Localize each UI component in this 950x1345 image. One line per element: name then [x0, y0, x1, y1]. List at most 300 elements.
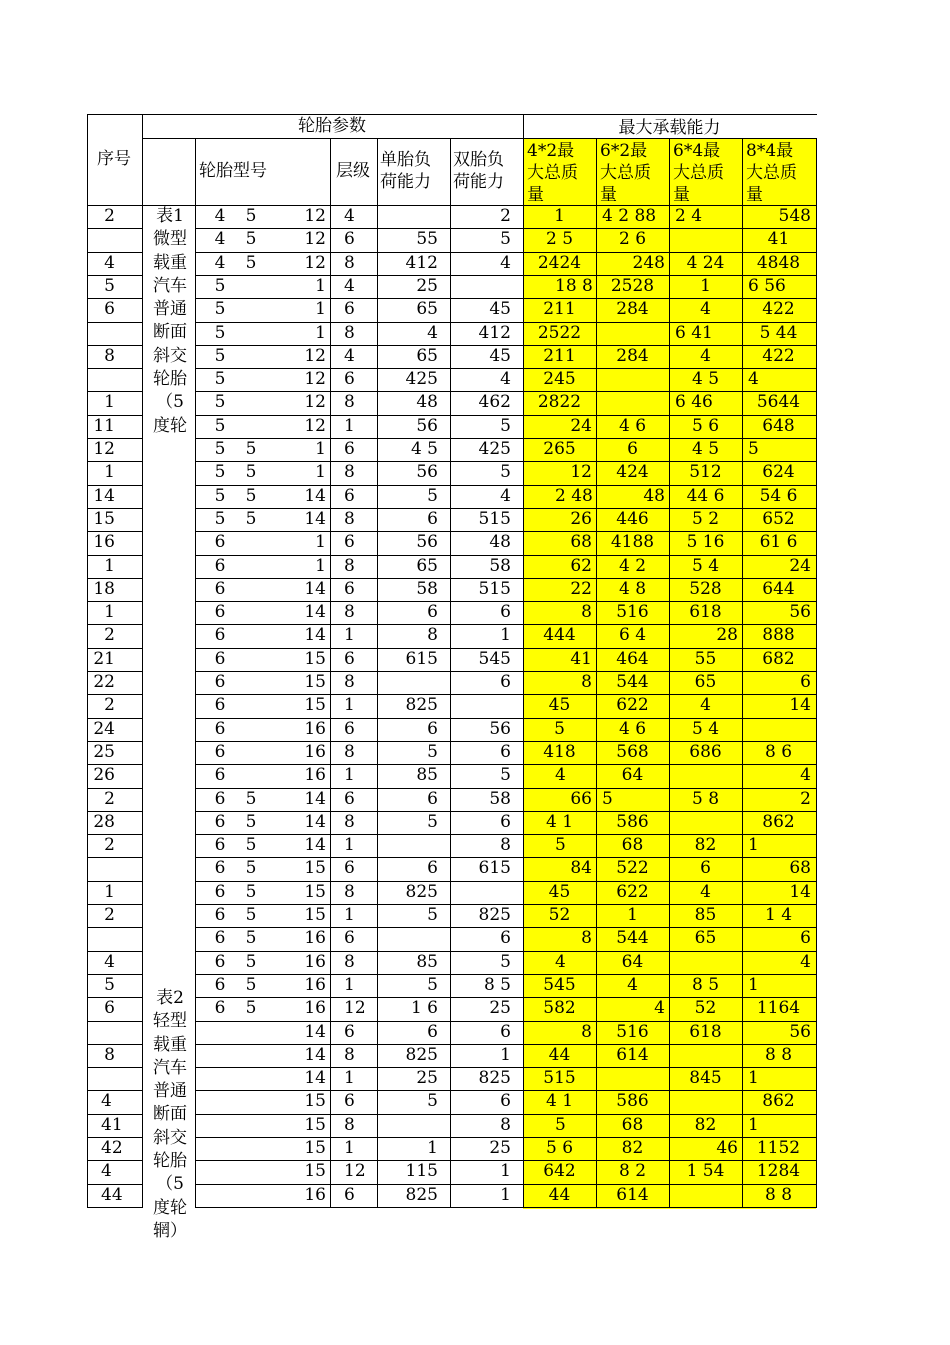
cap-4x2-cell: 22	[570, 579, 592, 599]
grid-hline	[195, 1207, 817, 1208]
seq-cell: 16	[93, 532, 115, 552]
tire-model-b: 5	[245, 905, 257, 925]
dual-load-cell: 545	[478, 649, 511, 669]
grid-hline	[195, 252, 817, 253]
cap-6x2-cell: 4 2	[618, 556, 647, 576]
dual-load-cell: 56	[489, 719, 511, 739]
cap-8x4-cell: 41	[767, 229, 790, 249]
grid-hline	[87, 624, 143, 625]
cap-6x2-cell: 544	[616, 928, 649, 948]
dual-load-cell: 4	[500, 486, 511, 506]
grid-vline	[669, 138, 670, 1208]
single-load-cell: 615	[405, 649, 438, 669]
tire-model-c: 14	[304, 509, 326, 529]
ply-cell: 8	[344, 1045, 355, 1065]
cap-4x2-cell: 2 5	[545, 229, 574, 249]
grid-hline	[87, 415, 143, 416]
tire-model-b: 5	[245, 486, 257, 506]
dual-load-cell: 6	[500, 928, 511, 948]
seq-cell: 1	[104, 556, 115, 576]
cap-8x4-cell: 1	[748, 1068, 759, 1088]
cap-4x2-cell: 8	[581, 672, 592, 692]
seq-cell: 4	[101, 1091, 112, 1111]
cap-4x2-cell: 44	[548, 1185, 571, 1205]
cap-4x2-cell: 24	[570, 416, 592, 436]
cap-4x2-cell: 8	[581, 1022, 592, 1042]
header-4x2: 4*2最 大总质 量	[527, 141, 578, 204]
ply-cell: 8	[344, 509, 355, 529]
seq-cell: 24	[93, 719, 115, 739]
tire-model-a: 6	[214, 998, 226, 1018]
ply-cell: 6	[344, 719, 355, 739]
grid-hline	[87, 881, 143, 882]
tire-model-c: 15	[304, 905, 326, 925]
cap-4x2-cell: 4 1	[545, 1091, 574, 1111]
header-seq: 序号	[97, 149, 131, 169]
cap-6x2-cell: 622	[616, 695, 649, 715]
cap-6x4-cell: 65	[694, 928, 717, 948]
seq-cell: 25	[93, 742, 115, 762]
tire-model-c: 16	[304, 742, 326, 762]
single-load-cell: 5	[427, 905, 438, 925]
cap-4x2-cell: 62	[570, 556, 592, 576]
single-load-cell: 56	[416, 532, 438, 552]
cap-4x2-cell: 8	[581, 928, 592, 948]
single-load-cell: 5	[427, 1091, 438, 1111]
cap-6x2-cell: 8 2	[618, 1161, 647, 1181]
ply-cell: 1	[344, 625, 355, 645]
cap-8x4-cell: 6	[800, 672, 811, 692]
grid-hline	[87, 252, 143, 253]
single-load-cell: 56	[416, 416, 438, 436]
cap-6x2-cell: 568	[616, 742, 649, 762]
tire-model-c: 12	[304, 416, 326, 436]
dual-load-cell: 1	[500, 1185, 511, 1205]
cap-4x2-cell: 2 48	[555, 486, 593, 506]
cap-6x2-cell: 446	[616, 509, 649, 529]
tire-model-a: 6	[214, 952, 226, 972]
cap-4x2-cell: 45	[548, 695, 571, 715]
dual-load-cell: 1	[500, 1161, 511, 1181]
cap-6x4-cell: 46	[716, 1138, 738, 1158]
seq-cell: 44	[101, 1185, 123, 1205]
single-load-cell: 65	[416, 299, 438, 319]
single-load-cell: 65	[416, 556, 438, 576]
tire-model-a: 5	[214, 346, 226, 366]
tire-model-c: 15	[304, 1138, 326, 1158]
grid-hline	[87, 951, 143, 952]
tire-model-b: 5	[245, 928, 257, 948]
dual-load-cell: 2	[500, 206, 511, 226]
tire-model-c: 15	[304, 1091, 326, 1111]
grid-hline	[195, 1114, 817, 1115]
cap-8x4-cell: 4	[800, 765, 811, 785]
cap-6x2-cell: 464	[616, 649, 649, 669]
tire-model-c: 12	[304, 253, 326, 273]
seq-cell: 12	[93, 439, 115, 459]
ply-cell: 4	[344, 276, 355, 296]
grid-hline	[87, 275, 143, 276]
cap-6x2-cell: 284	[616, 299, 649, 319]
grid-hline	[87, 601, 143, 602]
seq-cell: 8	[104, 1045, 115, 1065]
tire-model-c: 12	[304, 392, 326, 412]
seq-cell: 5	[104, 276, 115, 296]
tire-model-c: 1	[315, 276, 326, 296]
cap-6x2-cell: 4 8	[618, 579, 647, 599]
grid-hline	[87, 648, 143, 649]
grid-hline	[195, 368, 817, 369]
header-dual-load: 双胎负 荷能力	[453, 150, 504, 192]
tire-model-c: 16	[304, 998, 326, 1018]
tire-model-b: 5	[245, 509, 257, 529]
grid-hline	[87, 1207, 143, 1208]
grid-hline	[87, 461, 143, 462]
cap-8x4-cell: 1	[748, 975, 759, 995]
cap-4x2-cell: 8	[581, 602, 592, 622]
dual-load-cell: 825	[478, 905, 511, 925]
grid-hline	[195, 531, 817, 532]
tire-model-c: 1	[315, 462, 326, 482]
grid-hline	[195, 461, 817, 462]
cap-8x4-cell: 6 56	[748, 276, 786, 296]
tire-model-c: 14	[304, 625, 326, 645]
ply-cell: 1	[344, 905, 355, 925]
grid-hline	[87, 788, 143, 789]
tire-model-c: 16	[304, 719, 326, 739]
cap-4x2-cell: 18 8	[555, 276, 593, 296]
single-load-cell: 8	[427, 625, 438, 645]
single-load-cell: 5	[427, 975, 438, 995]
grid-vline	[523, 114, 524, 1208]
header-ply: 层级	[336, 161, 370, 181]
cap-6x4-cell: 4	[700, 346, 711, 366]
cap-6x2-cell: 248	[632, 253, 665, 273]
ply-cell: 6	[344, 369, 355, 389]
grid-vline	[87, 114, 88, 1208]
single-load-cell: 58	[416, 579, 438, 599]
grid-hline	[195, 741, 817, 742]
seq-cell: 6	[104, 998, 115, 1018]
cap-6x4-cell: 44 6	[686, 486, 725, 506]
seq-cell: 4	[104, 952, 115, 972]
cap-6x4-cell: 5 4	[691, 719, 720, 739]
grid-vline	[816, 138, 817, 1208]
cap-4x2-cell: 444	[543, 625, 576, 645]
seq-cell: 11	[93, 416, 115, 436]
ply-cell: 8	[344, 1115, 355, 1135]
cap-8x4-cell: 4	[748, 369, 759, 389]
tire-model-c: 14	[304, 486, 326, 506]
ply-cell: 8	[344, 602, 355, 622]
seq-cell: 4	[101, 1161, 112, 1181]
tire-model-c: 12	[304, 229, 326, 249]
tire-model-b: 5	[245, 882, 257, 902]
grid-hline	[195, 228, 817, 229]
tire-model-a: 6	[214, 882, 226, 902]
single-load-cell: 5	[427, 812, 438, 832]
grid-hline	[87, 485, 143, 486]
grid-hline	[87, 927, 143, 928]
seq-cell: 42	[101, 1138, 123, 1158]
tire-model-c: 15	[304, 882, 326, 902]
dual-load-cell: 515	[478, 579, 511, 599]
tire-model-c: 14	[304, 1045, 326, 1065]
cap-6x2-cell: 6	[627, 439, 638, 459]
cap-4x2-cell: 2822	[537, 392, 582, 412]
dual-load-cell: 8 5	[483, 975, 511, 995]
ply-cell: 12	[344, 1161, 366, 1181]
grid-hline	[87, 438, 143, 439]
dual-load-cell: 8	[500, 1115, 511, 1135]
cap-8x4-cell: 8 8	[764, 1185, 793, 1205]
single-load-cell: 6	[427, 602, 438, 622]
tire-model-a: 4	[214, 229, 226, 249]
cap-6x2-cell: 284	[616, 346, 649, 366]
cap-6x4-cell: 512	[689, 462, 722, 482]
tire-model-c: 16	[304, 975, 326, 995]
grid-hline	[87, 671, 143, 672]
cap-6x4-cell: 686	[689, 742, 722, 762]
ply-cell: 6	[344, 229, 355, 249]
tire-model-b: 5	[245, 789, 257, 809]
tire-model-c: 1	[315, 532, 326, 552]
grid-hline	[195, 1184, 817, 1185]
cap-4x2-cell: 84	[570, 858, 592, 878]
header-6x2: 6*2最 大总质 量	[600, 141, 651, 204]
cap-6x4-cell: 28	[716, 625, 738, 645]
single-load-cell: 825	[405, 1045, 438, 1065]
ply-cell: 8	[344, 462, 355, 482]
cap-8x4-cell: 422	[762, 299, 795, 319]
cap-8x4-cell: 61 6	[759, 532, 798, 552]
grid-hline	[195, 391, 817, 392]
tire-model-a: 6	[214, 556, 226, 576]
tire-model-a: 6	[214, 742, 226, 762]
dual-load-cell: 6	[500, 812, 511, 832]
seq-cell: 2	[104, 695, 115, 715]
header-tire-model: 轮胎型号	[199, 161, 267, 181]
cap-6x4-cell: 4 24	[686, 253, 725, 273]
cap-8x4-cell: 1152	[756, 1138, 801, 1158]
grid-hline	[87, 298, 143, 299]
grid-hline	[87, 228, 143, 229]
cap-4x2-cell: 4 1	[545, 812, 574, 832]
ply-cell: 8	[344, 952, 355, 972]
dual-load-cell: 5	[500, 229, 511, 249]
single-load-cell: 115	[405, 1161, 438, 1181]
dual-load-cell: 462	[478, 392, 511, 412]
dual-load-cell: 1	[500, 625, 511, 645]
cap-6x2-cell: 586	[616, 812, 649, 832]
tire-model-a: 5	[214, 416, 226, 436]
single-load-cell: 6	[427, 858, 438, 878]
ply-cell: 1	[344, 1138, 355, 1158]
single-load-cell: 6	[427, 719, 438, 739]
tire-model-a: 6	[214, 928, 226, 948]
cap-6x2-cell: 522	[616, 858, 649, 878]
tire-model-c: 1	[315, 299, 326, 319]
seq-cell: 4	[104, 253, 115, 273]
grid-hline	[195, 1137, 817, 1138]
grid-hline	[195, 951, 817, 952]
cap-6x2-cell: 4 6	[618, 719, 647, 739]
cap-4x2-cell: 5	[555, 835, 566, 855]
seq-cell: 22	[93, 672, 115, 692]
dual-load-cell: 58	[489, 789, 511, 809]
cap-6x4-cell: 4	[700, 299, 711, 319]
cap-6x4-cell: 82	[694, 835, 717, 855]
cap-6x4-cell: 2 4	[675, 206, 703, 226]
grid-hline	[87, 1184, 143, 1185]
seq-cell: 2	[104, 905, 115, 925]
cap-8x4-cell: 682	[762, 649, 795, 669]
grid-hline	[87, 345, 143, 346]
grid-hline	[195, 345, 817, 346]
tire-model-a: 6	[214, 975, 226, 995]
dual-load-cell: 45	[489, 299, 511, 319]
tire-model-c: 14	[304, 789, 326, 809]
grid-hline	[195, 904, 817, 905]
cap-8x4-cell: 1	[748, 1115, 759, 1135]
tire-model-a: 6	[214, 532, 226, 552]
tire-model-c: 1	[315, 323, 326, 343]
tire-model-a: 5	[214, 323, 226, 343]
tire-model-c: 12	[304, 206, 326, 226]
grid-hline	[87, 834, 143, 835]
grid-hline	[195, 298, 817, 299]
dual-load-cell: 4	[500, 253, 511, 273]
seq-cell: 14	[93, 486, 115, 506]
tire-model-c: 16	[304, 765, 326, 785]
single-load-cell: 6	[427, 1022, 438, 1042]
tire-model-a: 6	[214, 812, 226, 832]
cap-8x4-cell: 1164	[756, 998, 801, 1018]
dual-load-cell: 8	[500, 835, 511, 855]
tire-model-b: 5	[245, 439, 257, 459]
cap-6x4-cell: 4 5	[691, 369, 720, 389]
cap-6x2-cell: 6 4	[618, 625, 647, 645]
table1-label: 表1 微型 载重 汽车 普通 断面 斜交 轮胎 （5 度轮	[153, 206, 187, 436]
tire-model-c: 1	[315, 439, 326, 459]
seq-cell: 21	[93, 649, 115, 669]
tire-model-a: 6	[214, 789, 226, 809]
grid-hline	[195, 1044, 817, 1045]
single-load-cell: 85	[416, 765, 438, 785]
grid-vline	[742, 138, 743, 1208]
dual-load-cell: 425	[478, 439, 511, 459]
cap-8x4-cell: 4848	[756, 253, 801, 273]
cap-8x4-cell: 8 6	[764, 742, 793, 762]
grid-hline	[87, 531, 143, 532]
cap-6x2-cell: 5	[602, 789, 613, 809]
cap-8x4-cell: 548	[778, 206, 811, 226]
dual-load-cell: 825	[478, 1068, 511, 1088]
grid-hline	[87, 1137, 143, 1138]
ply-cell: 4	[344, 346, 355, 366]
header-single-load: 单胎负 荷能力	[380, 150, 431, 192]
tire-model-b: 5	[245, 812, 257, 832]
cap-6x2-cell: 1	[627, 905, 638, 925]
ply-cell: 6	[344, 928, 355, 948]
cap-8x4-cell: 56	[789, 602, 811, 622]
grid-vline	[596, 138, 597, 1208]
grid-hline	[87, 811, 143, 812]
tire-model-a: 5	[214, 462, 226, 482]
cap-6x4-cell: 6	[700, 858, 711, 878]
ply-cell: 8	[344, 253, 355, 273]
grid-hline	[87, 1114, 143, 1115]
grid-hline	[195, 834, 817, 835]
cap-4x2-cell: 5	[555, 1115, 566, 1135]
header-6x4: 6*4最 大总质 量	[673, 141, 724, 204]
grid-hline	[195, 508, 817, 509]
cap-4x2-cell: 41	[570, 649, 592, 669]
single-load-cell: 25	[416, 1068, 438, 1088]
ply-cell: 1	[344, 835, 355, 855]
ply-cell: 6	[344, 1185, 355, 1205]
grid-vline	[377, 138, 378, 1208]
cap-6x2-cell: 68	[621, 835, 644, 855]
grid-hline	[87, 694, 143, 695]
dual-load-cell: 6	[500, 672, 511, 692]
ply-cell: 6	[344, 299, 355, 319]
tire-model-a: 6	[214, 765, 226, 785]
cap-8x4-cell: 652	[762, 509, 795, 529]
cap-4x2-cell: 265	[543, 439, 576, 459]
cap-4x2-cell: 12	[570, 462, 592, 482]
grid-hline	[87, 764, 143, 765]
grid-hline	[142, 138, 817, 139]
grid-hline	[87, 974, 143, 975]
cap-4x2-cell: 2522	[537, 323, 582, 343]
cap-8x4-cell: 862	[762, 812, 795, 832]
seq-cell: 15	[93, 509, 115, 529]
ply-cell: 8	[344, 812, 355, 832]
seq-cell: 8	[104, 346, 115, 366]
single-load-cell: 425	[405, 369, 438, 389]
cap-6x2-cell: 4	[654, 998, 665, 1018]
dual-load-cell: 615	[478, 858, 511, 878]
cap-6x4-cell: 85	[694, 905, 717, 925]
cap-4x2-cell: 545	[543, 975, 576, 995]
cap-8x4-cell: 1284	[756, 1161, 801, 1181]
grid-hline	[195, 601, 817, 602]
seq-cell: 5	[104, 975, 115, 995]
cap-6x2-cell: 48	[643, 486, 665, 506]
cap-6x4-cell: 1 54	[686, 1161, 725, 1181]
cap-4x2-cell: 26	[570, 509, 592, 529]
tire-model-c: 14	[304, 1022, 326, 1042]
tire-model-b: 5	[245, 835, 257, 855]
cap-4x2-cell: 4	[555, 765, 566, 785]
single-load-cell: 56	[416, 462, 438, 482]
dual-load-cell: 58	[489, 556, 511, 576]
seq-cell: 2	[104, 835, 115, 855]
ply-cell: 1	[344, 416, 355, 436]
tire-model-c: 15	[304, 1161, 326, 1181]
header-max-capacity: 最大承载能力	[618, 118, 721, 138]
dual-load-cell: 412	[478, 323, 511, 343]
tire-model-c: 14	[304, 579, 326, 599]
tire-model-a: 6	[214, 858, 226, 878]
tire-model-a: 6	[214, 835, 226, 855]
cap-4x2-cell: 582	[543, 998, 576, 1018]
cap-6x2-cell: 4 6	[618, 416, 647, 436]
tire-model-c: 14	[304, 835, 326, 855]
cap-6x4-cell: 6 41	[675, 323, 713, 343]
single-load-cell: 6	[427, 789, 438, 809]
